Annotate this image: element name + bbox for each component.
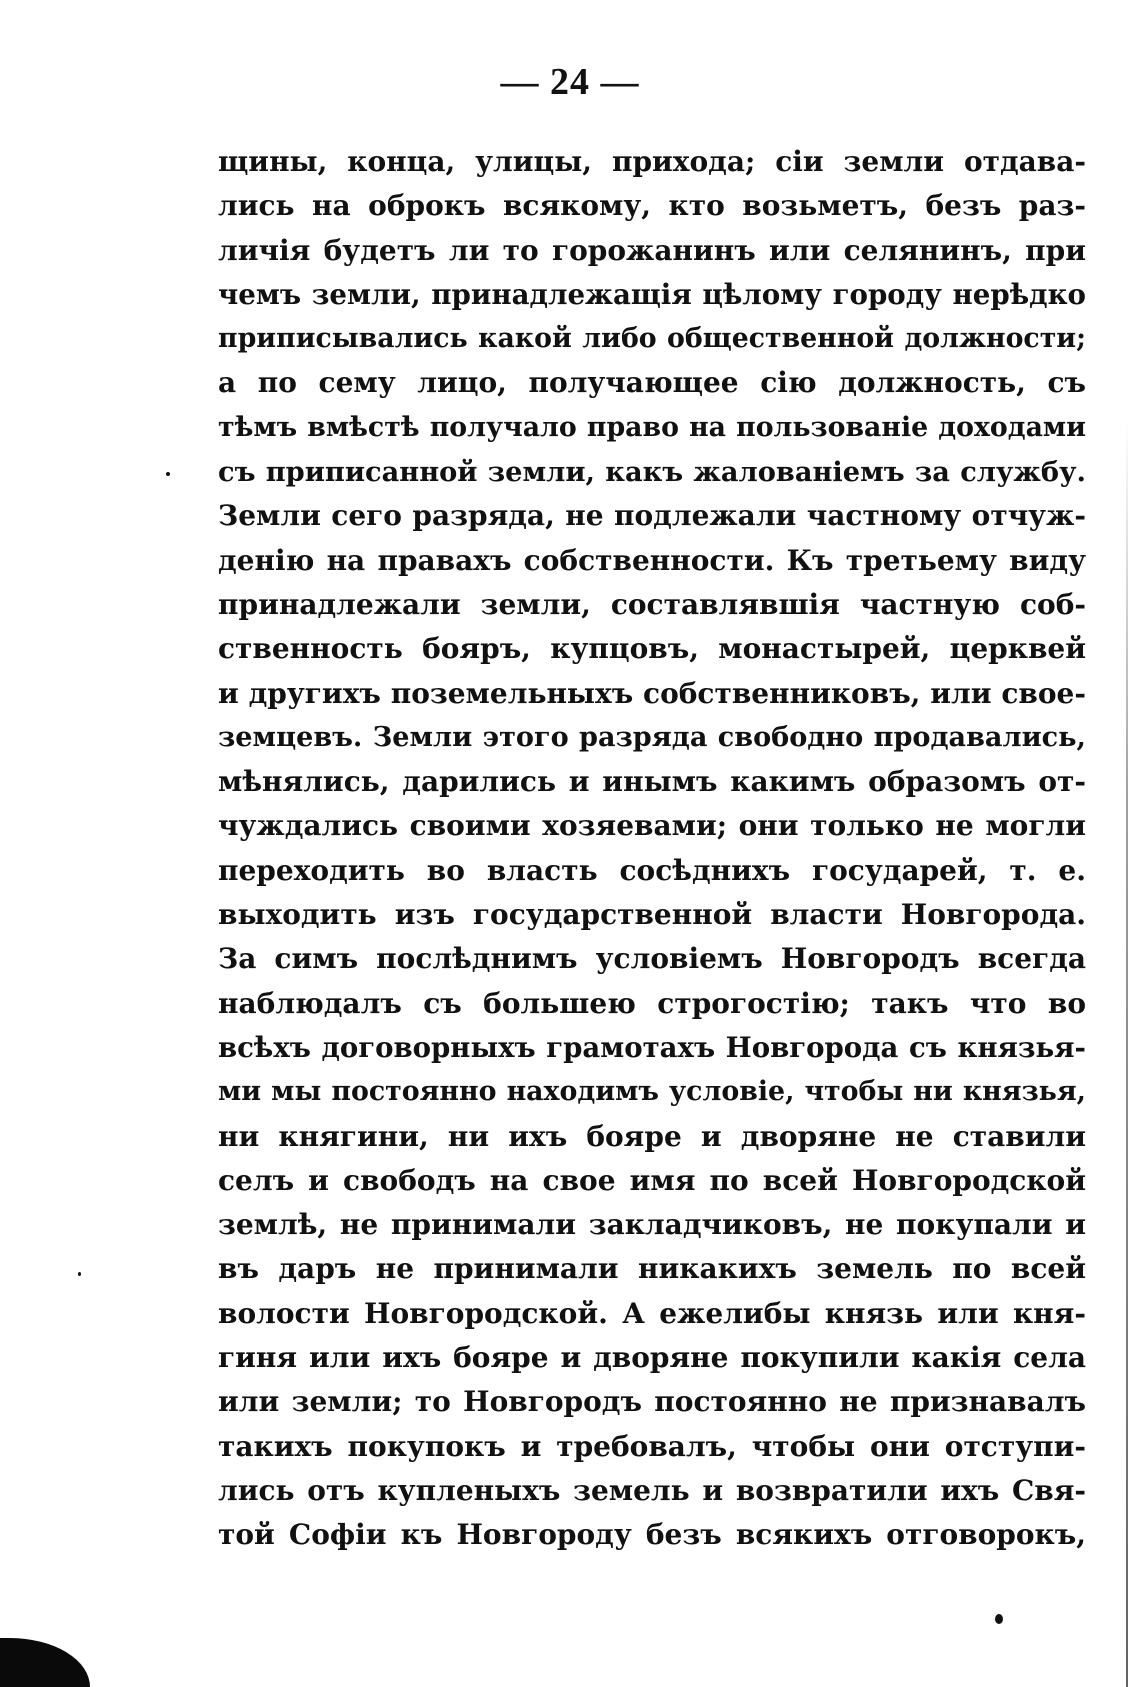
text-line: ственность бояръ, купцовъ, монастырей, церквей bbox=[218, 632, 1086, 666]
text-line: щины, конца, улицы, прихода; сiи земли отдава- bbox=[218, 145, 1086, 178]
text-line: выходить изъ государственной власти Новгорода. bbox=[218, 898, 1086, 932]
text-line: чуждались своими хозяевами; они только не могли bbox=[218, 809, 1086, 843]
text-line: землѣ, не принимали закладчиковъ, не покупали и bbox=[218, 1208, 1086, 1242]
text-line: чемъ земли, принадлежащiя цѣлому городу нерѣдко bbox=[218, 277, 1086, 311]
text-line: всѣхъ договорныхъ грамотахъ Новгорода съ князья- bbox=[218, 1030, 1086, 1064]
text-line: волости Новгородской. А ежелибы князь или кня- bbox=[218, 1296, 1086, 1330]
text-line: или земли; то Новгородъ постоянно не признавалъ bbox=[218, 1385, 1086, 1419]
scan-speck bbox=[166, 472, 170, 476]
text-line: въ даръ не принимали никакихъ земель по всей bbox=[218, 1252, 1086, 1286]
text-line: переходить во власть сосѣднихъ государей, т. е. bbox=[218, 853, 1086, 887]
text-line: приписывались какой либо общественной должности; bbox=[218, 323, 1086, 355]
text-line: Земли сего разряда, не подлежали частному отчуж- bbox=[218, 499, 1086, 533]
scan-speck bbox=[995, 1614, 1003, 1624]
text-line: земцевъ. Земли этого разряда свободно продавались, bbox=[218, 721, 1086, 753]
text-line: ни княгини, ни ихъ бояре и дворяне не ставили bbox=[218, 1119, 1086, 1153]
text-line: денiю на правахъ собственности. Къ третьему виду bbox=[218, 543, 1086, 577]
text-line: гиня или ихъ бояре и дворяне покупили какiя села bbox=[218, 1341, 1086, 1375]
corner-ink-blot bbox=[0, 1638, 90, 1687]
text-line: наблюдалъ съ большею строгостiю; такъ что во bbox=[218, 986, 1086, 1020]
text-line: той Софiи къ Новгороду безъ всякихъ отговорокъ, bbox=[218, 1518, 1086, 1552]
page-number: — 24 — bbox=[500, 61, 640, 103]
body-text bbox=[218, 140, 1086, 1558]
text-line: съ приписанной земли, какъ жалованiемъ за службу. bbox=[218, 456, 1086, 489]
page-edge-shadow bbox=[1126, 420, 1128, 1687]
text-line: личiя будетъ ли то горожанинъ или селянинъ, при bbox=[218, 233, 1086, 267]
scan-speck bbox=[78, 1272, 81, 1276]
text-line: За симъ послѣднимъ условiемъ Новгородъ всегда bbox=[218, 942, 1086, 976]
text-line: тѣмъ вмѣстѣ получало право на пользованiе доходами bbox=[218, 411, 1086, 443]
text-line: а по сему лицо, получающее сiю должность, съ bbox=[218, 366, 1086, 400]
text-line: принадлежали земли, составлявшiя частную соб- bbox=[218, 587, 1086, 621]
text-line: такихъ покупокъ и требовалъ, чтобы они отступи- bbox=[218, 1429, 1086, 1463]
text-line: лись на оброкъ всякому, кто возьметъ, безъ раз- bbox=[218, 189, 1086, 223]
text-line: и другихъ поземельныхъ собственниковъ, или свое- bbox=[218, 676, 1086, 710]
text-line: селъ и свободъ на свое имя по всей Новгородской bbox=[218, 1163, 1086, 1197]
text-line: мѣнялись, дарились и инымъ какимъ образомъ от- bbox=[218, 765, 1086, 799]
text-line: лись отъ купленыхъ земель и возвратили ихъ Свя- bbox=[218, 1473, 1086, 1507]
text-line: ми мы постоянно находимъ условiе, чтобы ни князья, bbox=[218, 1076, 1086, 1108]
